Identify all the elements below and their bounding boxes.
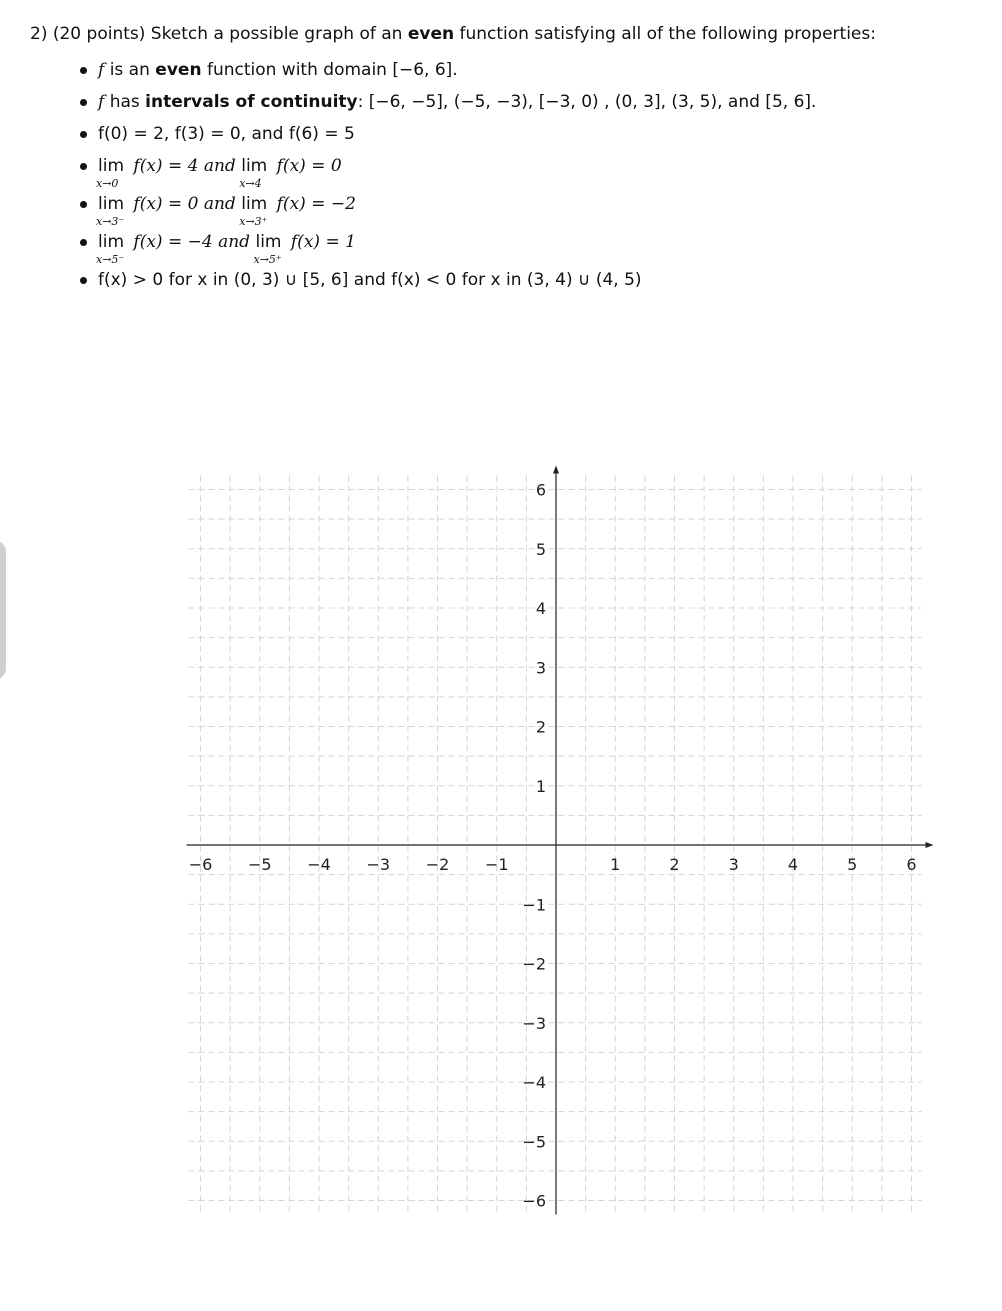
y-tick-label: −5 [522, 1132, 546, 1152]
problem-number: 2) [30, 24, 48, 44]
y-tick-label: 2 [535, 717, 546, 737]
y-tick-label: 3 [535, 658, 546, 678]
x-tick-label: −6 [188, 855, 213, 874]
x-tick-label: −1 [484, 855, 509, 874]
limit-subscript: x→3⁺ [239, 215, 268, 228]
x-axis-arrow-icon [926, 842, 934, 848]
x-tick-label: 4 [787, 855, 799, 874]
problem-points: (20 points) [52, 24, 146, 44]
limit-subscript: x→5⁺ [253, 253, 282, 266]
y-tick-label: −4 [522, 1073, 546, 1092]
prompt-text-after: function satisfying all of the following properties: [459, 24, 876, 44]
property-values: f(0) = 2, f(3) = 0, and f(6) = 5 [80, 122, 980, 146]
limit-subscript: x→0 [96, 177, 119, 190]
x-tick-label: 5 [847, 855, 858, 874]
prompt-text-before: Sketch a possible graph of an [150, 24, 403, 44]
y-tick-label: 5 [535, 539, 546, 559]
limit-subscript: x→3⁻ [96, 215, 125, 228]
property-even-domain: f is an even function with domain [−6, 6]. [80, 58, 980, 82]
y-tick-label: −2 [522, 954, 546, 974]
y-tick-label: 1 [535, 776, 546, 796]
x-tick-label: −3 [366, 855, 391, 874]
y-tick-label: −3 [522, 1013, 546, 1033]
property-sign: f(x) > 0 for x in (0, 3) ∪ [5, 6] and f(x) < 0 for x in (3, 4) ∪ (4, 5) [80, 268, 980, 292]
x-tick-label: −4 [307, 855, 331, 874]
limit-subscript: x→5⁻ [96, 253, 125, 266]
y-tick-label: 6 [535, 480, 546, 500]
limit-subscript: x→4 [239, 177, 262, 190]
prompt-bold: even [407, 24, 455, 44]
y-axis-arrow-icon [553, 466, 559, 474]
property-limits-5: lim x→5⁻ f(x) = −4 and lim x→5⁺ f(x) = 1 [80, 230, 980, 254]
x-tick-label: 6 [906, 855, 917, 874]
y-tick-label: 4 [535, 599, 546, 618]
x-tick-label: 2 [669, 855, 680, 874]
property-limits-0-4: lim x→0 f(x) = 4 and lim x→4 f(x) = 0 [80, 154, 980, 178]
x-tick-label: 3 [728, 855, 739, 874]
y-tick-label: −6 [522, 1191, 546, 1211]
y-tick-label: −1 [522, 895, 546, 915]
x-tick-label: 1 [610, 855, 621, 874]
x-tick-label: −2 [425, 855, 450, 874]
x-tick-label: −5 [247, 855, 272, 874]
property-limits-3: lim x→3⁻ f(x) = 0 and lim x→3⁺ f(x) = −2 [80, 192, 980, 216]
property-continuity: f has intervals of continuity: [−6, −5], (−5, −3), [−3, 0) , (0, 3], (3, 5), and [5, 6]. [80, 90, 980, 114]
